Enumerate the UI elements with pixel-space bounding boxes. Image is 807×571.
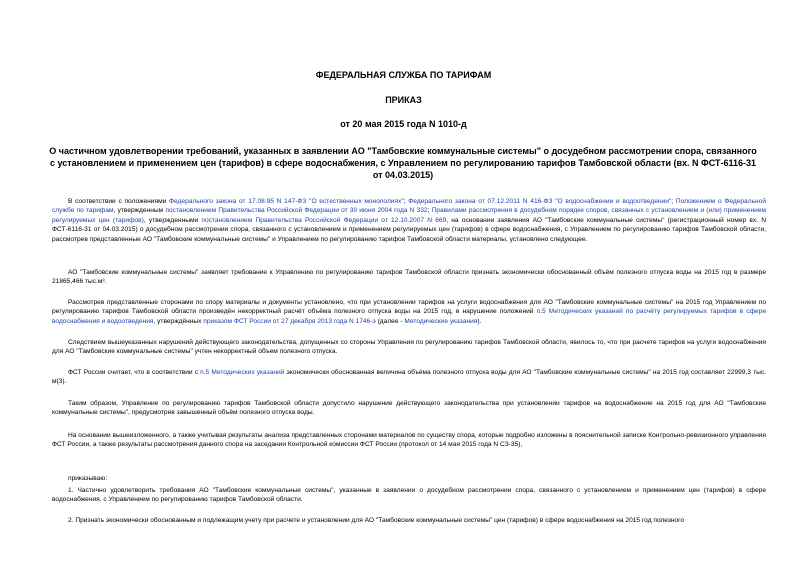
link-methodical-guidelines-p5-short[interactable]: п.5 Методических указаний (200, 369, 285, 376)
paragraph-consequence: Следствием вышеуказанных нарушений действующего законодательства, допущенных со стороны Управления по регулированию тарифов Тамбовской области, явилось то, что при расчете тарифов на услуги водоснабжения для АО "Тамбовские коммунальные системы" учтен некорректный объем полезного отпуска. (52, 339, 766, 356)
text: В соответствии с положениями (68, 198, 170, 205)
text: ; (671, 198, 676, 205)
link-law-416-fz[interactable]: Федерального закона от 07.12.2011 N 416-ФЗ "О водоснабжении и водоотведении" (408, 198, 672, 205)
link-law-147-fz[interactable]: Федерального закона от 17.08.95 N 147-ФЗ "О естественных монополиях" (169, 198, 404, 205)
order-item-1: 1. Частично удовлетворить требования АО "Тамбовские коммунальные системы", указанные в заявлении о досудебном рассмотрении спора, связанного с установлением и применением цен (тарифов) в сфере водоснабжения, с Управлением по регулированию тарифов Тамбовской области. (52, 487, 766, 504)
text: , на основании заявления АО "Тамбовские коммунальные системы" (регистрационный номер вх. N ФСТ-6116-31 от 04.03.2015) о досудебном рассмотрении спора, связанного с установлением и применением регулируемых цен (тарифов) в сфере водоснабжения, с Управлением по регулированию тарифов Тамбовской области, рассмотрев представленные АО "Тамбовские коммунальные системы" и Управлением по регулированию тарифов Тамбовской области материалы, установлено следующее. (52, 216, 766, 243)
link-fst-regulation[interactable]: Положением о Федеральной службе по тарифам (52, 198, 766, 215)
paragraph-conclusion: Таким образом, Управление по регулированию тарифов Тамбовской области допустило нарушение действующего законодательства при установлении тарифов на водоснабжение на 2015 год для АО "Тамбовские коммунальные системы", предусмотрев завышенный объём полезного отпуска воды. (52, 400, 766, 417)
link-resolution-332[interactable]: постановлением Правительства Российской Федерации от 30 июня 2004 года N 332 (165, 207, 428, 215)
paragraph-fst-opinion (52, 368, 766, 387)
text: экономически обоснованная величина объёма полезного отпуска воды для АО "Тамбовские коммунальные системы" на 2015 год составляет 22999,3 тыс. м(3). (52, 369, 766, 386)
text: ). (477, 317, 482, 325)
link-resolution-669[interactable]: постановлением Правительства Российской Федерации от 12.10.2007 N 669 (201, 216, 447, 224)
link-dispute-rules[interactable]: Правилами рассмотрения в досудебном порядке споров, связанных с установлением и (или) применением регулируемых цен (тарифов) (52, 207, 766, 224)
paragraph-basis-for-order: На основании вышеизложенного, а также учитывая результаты анализа представленных сторонами материалов по существу спора, которые подробно изложены в пояснительной записке Контрольно-ревизионного управления ФСТ России, а также результаты рассмотрения данного спора на заседании Контрольной комиссии ФСТ России (протокол от 14 мая 2015 года N СЗ-35), (52, 432, 766, 449)
link-methodical-guidelines-p5[interactable]: п.5 Методических указаний по расчёту регулируемых тарифов в сфере водоснабжения и водоотведения (52, 308, 767, 325)
text: , утвержденными (143, 216, 202, 224)
link-methodical-guidelines[interactable]: Методические указания (404, 317, 478, 325)
order-item-2: 2. Признать экономически обоснованным и подлежащим учету при расчете и установлении для АО "Тамбовские коммунальные системы" цен (тарифов) в сфере водоснабжения на 2015 год полезного (68, 517, 685, 524)
text: Рассмотрев представленные сторонами по спору материалы и документы установлено, что при установлении тарифов на услуги водоснабжения для АО "Тамбовские коммунальные системы" на 2015 год Управлением по регулированию тарифов Тамбовской области произведён некорректный расчёт объёма полезного отпуска воды на 2015 год, в нарушение положений (52, 299, 766, 316)
link-order-1746-e[interactable]: приказом ФСТ России от 27 декабря 2013 года N 1746-э (203, 317, 376, 325)
document-subject: О частичном удовлетворении требований, указанных в заявлении АО "Тамбовские коммунальные системы" о досудебном рассмотрении спора, связанного с установлением и применением цен (тарифов) в сфере водоснабжения, с Управлением по регулированию тарифов Тамбовской области (вх. N ФСТ-6116-31 от 04.03.2015) (49, 146, 757, 180)
document-type-heading: ПРИКАЗ (385, 95, 422, 105)
text: , утвержденным (113, 207, 166, 215)
document-date-number: от 20 мая 2015 года N 1010-д (340, 119, 467, 129)
order-word: приказываю: (68, 475, 108, 482)
paragraph-legal-basis (52, 197, 766, 244)
text: (далее - (375, 317, 405, 325)
paragraph-findings (52, 298, 766, 326)
text: ; (403, 198, 409, 205)
agency-heading: ФЕДЕРАЛЬНАЯ СЛУЖБА ПО ТАРИФАМ (315, 70, 492, 80)
text: ; (427, 207, 432, 215)
text: ФСТ России считает, что в соответствии с (68, 369, 201, 376)
text: , утверждённых (153, 317, 204, 325)
paragraph-claim: АО "Тамбовские коммунальные системы" заявляет требование к Управлению по регулированию тарифов Тамбовской области признать экономически обоснованный объём полезного отпуска воды на 2015 год в размере 21865,466 тыс.м³. (52, 269, 766, 286)
